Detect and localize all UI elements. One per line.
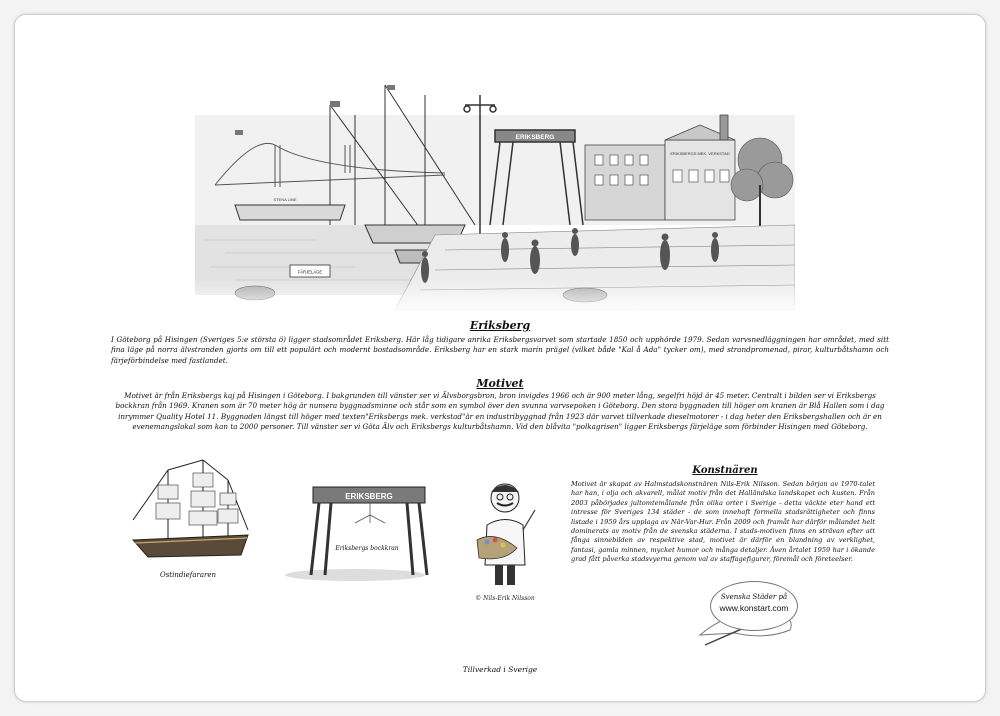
artist-portrait bbox=[465, 470, 545, 610]
motivet-paragraph: Motivet är från Eriksbergs kaj på Hisingen i Göteborg. I bakgrunden till vänster ser vi Älvsborgsbron, bron invigdes 1966 och är 900 meter lång, segelfri höjd är 45 meter. Centralt i bilden ser vi Eriksbergs bockkran från 1969. Kranen som är 70 meter hög är numera byggnadsminne och står som en symbol över den svunna varvsepoken i Göteborg. Den stora byggnaden till höger om kranen är Blå Hallen som i dag inrymmer Quality Hotel 11. Byggnaden längst till höger med texten"Eriksbergs mek. verkstad"är en industribyggnad från 1923 där varvet tillverkade dieselmotorer - i dag heter den Eriksbergshallen och är en evenemangslokal som kan ta 2000 personer. Till vänster ser vi Göta Älv och Eriksbergs kulturbåtshamn. Vid den blåvita "polkagrisen" ligger Eriksbergs färjeläge som förbinder Hisingen med Göteborg. bbox=[115, 391, 885, 431]
artist-paragraph: Motivet är skapat av Halmstadskonstnären Nils-Erik Nilsson. Sedan början av 1970-talet har han, i olja och akvarell, målat motiv från det Halländska landskapet och kusten. Från 2003 påbörjades jultomtemålande från olika orter i Sverige - detta väckte eter hand ett intresse för Sveriges 134 städer - de som innehaft formella stadsrättigheter och finns listade i 1959 års upplaga av När-Var-Hur. Från 2009 och framåt har därför målandet helt dominerats av motiv från de svenska städerna. I stads-motiven finns en strävan efter att fånga sinnebilden av respektive stad, motivet är därför en blandning av verklighet, fantasi, gamla minnen, mycket humor och många detaljer. Även årtalet 1959 har i ökande grad fått påverka stadsvyerna genom val av staffagefigurer, föremål och företeelser. bbox=[571, 480, 875, 564]
artist-signature: © Nils-Erik Nilsson bbox=[475, 595, 535, 602]
konstart-badge bbox=[710, 581, 798, 631]
ship-caption: Ostindiefararen bbox=[159, 571, 217, 579]
crane-illustration bbox=[285, 475, 445, 585]
title-heading: Eriksberg bbox=[469, 319, 531, 332]
crane-caption: Eriksbergs bockkran bbox=[335, 545, 399, 552]
motivet-heading: Motivet bbox=[476, 377, 524, 390]
eriksberg-harbor-illustration bbox=[195, 75, 795, 315]
artist-heading: Konstnären bbox=[692, 465, 758, 476]
intro-paragraph: I Göteborg på Hisingen (Sveriges 5:e största ö) ligger stadsområdet Eriksberg. Här låg tidigare anrika Eriksbergsvarvet som startade 1850 och upphörde 1979. Sedan varvsnedläggningen har området, med sitt fina läge på norra älvstranden gjorts om till ett populärt och modernt bostadsområde. Eriksberg har en stark marin prägel (vilket både "Kal å Ada" tycker om), med strandpromenad, pirar, kulturbåtshamn och färjeförbindelse med fastlandet. bbox=[111, 335, 889, 365]
badge-line1: Svenska Städer på bbox=[720, 593, 788, 601]
badge-url: www.konstart.com bbox=[719, 603, 789, 613]
ship-illustration bbox=[123, 455, 253, 565]
poster-sheet bbox=[14, 14, 986, 702]
crane-illustration-sign: ERIKSBERG bbox=[345, 492, 393, 501]
footer-text: Tillverkad i Sverige bbox=[462, 665, 538, 674]
